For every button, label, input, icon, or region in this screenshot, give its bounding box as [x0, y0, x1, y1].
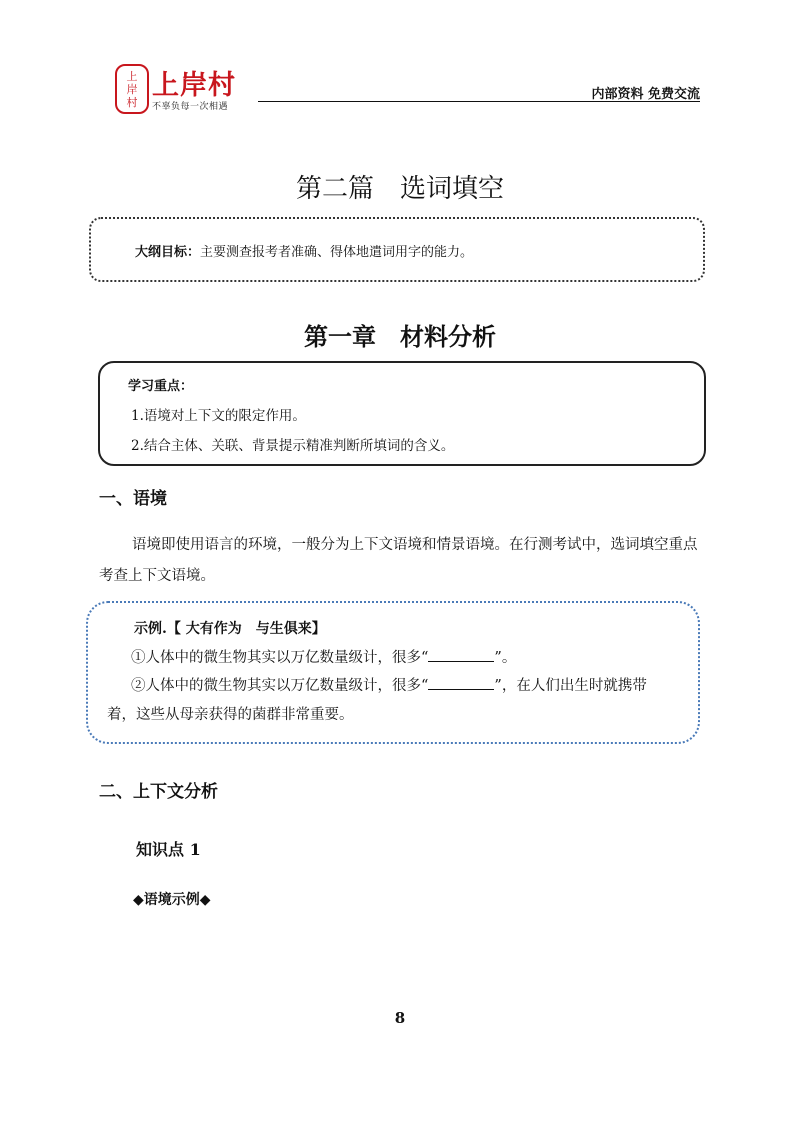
logo-name: 上岸村	[152, 70, 236, 101]
header-rule	[258, 101, 700, 102]
example-label: 示例.【 大有作为 与生俱来】	[134, 621, 326, 637]
example-line	[131, 674, 647, 695]
part-title: 第二篇 选词填空	[295, 174, 504, 204]
chapter-title: 第一章 材料分析	[304, 323, 496, 351]
section-paragraph: 语境即使用语言的环境，一般分为上下文语境和情景语境。在行测考试中，选词填空重点考查上下文语境。	[99, 537, 698, 584]
section-heading: 一、语境	[99, 489, 167, 509]
focus-item: 2.结合主体、关联、背景提示精准判断所填词的含义。	[131, 438, 455, 454]
section-heading: 二、上下文分析	[99, 782, 218, 802]
context-example-heading: ◆语境示例◆	[133, 892, 211, 908]
example-text: ②人体中的微生物其实以万亿数量级计，很多“	[131, 678, 429, 694]
focus-item: 1.语境对上下文的限定作用。	[131, 408, 306, 424]
page-number: 8	[394, 1009, 406, 1027]
example-text: ”。	[494, 650, 517, 666]
example-line	[131, 646, 516, 667]
header-note: 内部资料 免费交流	[591, 87, 700, 102]
logo-seal-char: 村	[126, 95, 138, 109]
example-text: ①人体中的微生物其实以万亿数量级计，很多“	[131, 650, 429, 666]
example-text: ”，在人们出生时就携带	[494, 678, 647, 694]
example-line: 着，这些从母亲获得的菌群非常重要。	[107, 707, 354, 723]
fill-blank	[428, 675, 494, 690]
knowledge-point: 知识点 1	[136, 840, 201, 859]
logo-slogan: 不辜负每一次相遇	[152, 102, 229, 112]
outline-label: 大纲目标：	[135, 245, 201, 260]
fill-blank	[428, 647, 494, 662]
focus-label: 学习重点：	[128, 379, 194, 394]
logo-seal-char: 上	[126, 69, 138, 83]
logo-seal-char: 岸	[126, 82, 138, 96]
outline-text	[135, 241, 473, 260]
outline-body: 主要测查报考者准确、得体地遣词用字的能力。	[200, 245, 474, 260]
logo-seal	[115, 64, 149, 114]
